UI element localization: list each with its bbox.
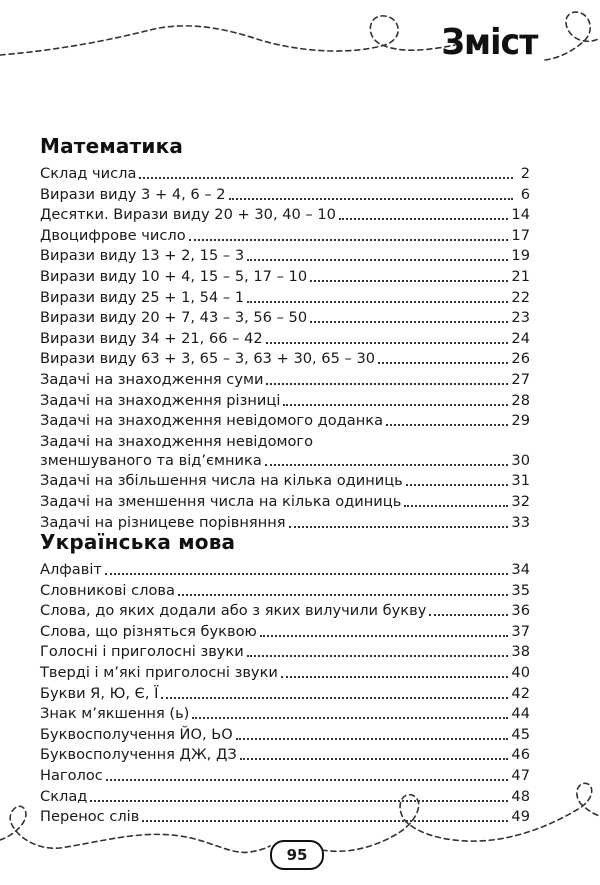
toc-entry-label: Вирази виду 13 + 2, 15 – 3	[40, 247, 245, 265]
toc-entry-page: 49	[511, 808, 530, 826]
toc-entry-page: 47	[511, 766, 530, 784]
toc-entry-label: Наголос	[40, 766, 103, 784]
toc-entry	[40, 642, 530, 661]
toc-entry-label: Буквосполучення ДЖ, ДЗ	[40, 746, 237, 764]
toc-entry	[40, 349, 530, 368]
toc-entry-page: 44	[511, 705, 530, 723]
leader-dots	[106, 779, 509, 781]
math-heading: Математика	[40, 134, 184, 158]
toc-entry-page: 34	[511, 561, 530, 578]
leader-dots	[105, 573, 509, 575]
math-section	[40, 134, 530, 533]
toc-entry	[40, 492, 530, 511]
leader-dots	[281, 676, 509, 678]
toc-entry-page: 26	[511, 350, 530, 368]
toc-entry-label: Склад	[40, 787, 88, 805]
toc-entry	[40, 308, 530, 327]
leader-dots	[139, 177, 513, 179]
toc-entry-label: Задачі на збільшення числа на кілька одиниць	[40, 472, 403, 490]
page-title: Зміст	[441, 22, 538, 63]
toc-entry-label: Вирази виду 3 + 4, 6 – 2	[40, 185, 226, 203]
toc-entry-page: 42	[511, 684, 530, 702]
toc-entry-label: Двоцифрове число	[40, 226, 186, 244]
toc-entry-label: Вирази виду 20 + 7, 43 – 3, 56 – 50	[40, 309, 308, 327]
toc-entry-page: 37	[511, 622, 530, 640]
toc-entry-page: 28	[511, 391, 530, 409]
toc-entry	[40, 601, 530, 620]
leader-dots	[236, 738, 509, 740]
leader-dots	[178, 594, 508, 596]
toc-entry-label: Букви Я, Ю, Є, Ї	[40, 684, 159, 702]
toc-entry-label: Словникові слова	[40, 581, 175, 599]
toc-entry	[40, 560, 530, 579]
leader-dots	[189, 239, 509, 241]
toc-entry-label: Вирази виду 34 + 21, 66 – 42	[40, 329, 263, 347]
toc-entry	[40, 267, 530, 286]
leader-dots	[429, 614, 508, 616]
toc-entry-page: 23	[511, 309, 530, 327]
toc-entry-page: 35	[511, 581, 530, 599]
toc-entry-label: Задачі на знаходження невідомого	[40, 432, 314, 450]
toc-entry	[40, 432, 530, 470]
toc-entry	[40, 370, 530, 389]
leader-dots	[260, 635, 509, 637]
leader-dots	[406, 484, 509, 486]
toc-entry-page: 31	[511, 472, 530, 490]
toc-entry-label: Вирази виду 63 + 3, 65 – 3, 63 + 30, 65 – 30	[40, 350, 376, 368]
leader-dots	[339, 218, 508, 220]
toc-entry-page: 30	[511, 451, 530, 469]
toc-entry-label: Задачі на різницеве порівняння	[40, 513, 286, 531]
leader-dots	[266, 342, 509, 344]
toc-entry	[40, 185, 530, 204]
toc-entry-label: Слова, до яких додали або з яких вилучили букву	[40, 602, 427, 620]
toc-entry-page: 45	[511, 725, 530, 743]
leader-dots	[289, 526, 509, 528]
toc-entry-page: 22	[511, 288, 530, 306]
toc-entry-page: 6	[520, 185, 530, 203]
leader-dots	[378, 362, 508, 364]
toc-entry-page: 32	[511, 492, 530, 510]
toc-entry	[40, 205, 530, 224]
toc-entry	[40, 704, 530, 723]
toc-entry	[40, 411, 530, 430]
toc-entry-page: 2	[520, 165, 530, 182]
toc-entry	[40, 164, 530, 183]
toc-entry	[40, 663, 530, 682]
leader-dots	[266, 383, 508, 385]
toc-entry-page: 40	[511, 663, 530, 681]
math-toc-list	[40, 164, 530, 532]
leader-dots	[90, 800, 508, 802]
toc-entry	[40, 787, 530, 806]
toc-entry-label: Алфавіт	[40, 561, 102, 578]
toc-entry-page: 17	[511, 226, 530, 244]
toc-entry	[40, 684, 530, 703]
leader-dots	[310, 280, 508, 282]
leader-dots	[247, 301, 508, 303]
toc-entry	[40, 329, 530, 348]
toc-entry-label: Слова, що різняться буквою	[40, 622, 257, 640]
toc-entry-label: Перенос слів	[40, 808, 140, 826]
leader-dots	[247, 655, 509, 657]
toc-entry-page: 33	[511, 513, 530, 531]
toc-entry-label: Десятки. Вирази виду 20 + 30, 40 – 10	[40, 206, 336, 224]
toc-entry-page: 27	[511, 370, 530, 388]
toc-entry-label: Голосні і приголосні звуки	[40, 643, 244, 661]
toc-entry-label: Тверді і м’які приголосні звуки	[40, 663, 278, 681]
leader-dots	[283, 404, 508, 406]
toc-entry	[40, 471, 530, 490]
toc-entry	[40, 226, 530, 245]
toc-entry-page: 36	[511, 602, 530, 620]
toc-entry	[40, 807, 530, 826]
toc-entry-page: 46	[511, 746, 530, 764]
toc-entry	[40, 766, 530, 785]
leader-dots	[192, 717, 508, 719]
ukrainian-section	[40, 530, 530, 828]
toc-entry	[40, 288, 530, 307]
leader-dots	[229, 198, 513, 200]
toc-entry-page: 19	[511, 247, 530, 265]
toc-entry-label: Знак м’якшення (ь)	[40, 705, 190, 723]
page-number: 95	[270, 840, 324, 870]
leader-dots	[240, 758, 509, 760]
toc-entry-page: 24	[511, 329, 530, 347]
leader-dots	[404, 505, 508, 507]
toc-entry-page: 48	[511, 787, 530, 805]
toc-entry-label: Задачі на знаходження невідомого доданка	[40, 412, 384, 430]
toc-entry-label: Задачі на знаходження суми	[40, 370, 264, 388]
leader-dots	[161, 697, 508, 699]
leader-dots	[142, 820, 508, 822]
toc-entry-label-cont: зменшуваного та від’ємника	[40, 451, 262, 469]
toc-entry	[40, 725, 530, 744]
toc-entry	[40, 745, 530, 764]
leader-dots	[247, 259, 508, 261]
toc-entry-label: Задачі на зменшення числа на кілька одиниць	[40, 492, 402, 510]
toc-entry-label: Буквосполучення ЙО, ЬО	[40, 725, 233, 743]
toc-entry-label: Вирази виду 10 + 4, 15 – 5, 17 – 10	[40, 267, 308, 285]
toc-entry	[40, 581, 530, 600]
leader-dots	[386, 424, 508, 426]
toc-entry	[40, 622, 530, 641]
toc-entry-label: Вирази виду 25 + 1, 54 – 1	[40, 288, 245, 306]
toc-entry-page: 29	[511, 412, 530, 430]
toc-entry-page: 21	[511, 267, 530, 285]
leader-dots	[310, 321, 508, 323]
toc-entry	[40, 246, 530, 265]
toc-entry-page: 38	[511, 643, 530, 661]
ukrainian-toc-list	[40, 560, 530, 826]
toc-entry	[40, 513, 530, 532]
toc-entry-page: 14	[511, 206, 530, 224]
toc-entry	[40, 391, 530, 410]
leader-dots	[265, 464, 509, 466]
toc-entry-label: Задачі на знаходження різниці	[40, 391, 281, 409]
ukrainian-heading: Українська мова	[40, 530, 236, 554]
toc-entry-line2	[40, 451, 530, 470]
toc-entry-label: Склад числа	[40, 165, 137, 182]
